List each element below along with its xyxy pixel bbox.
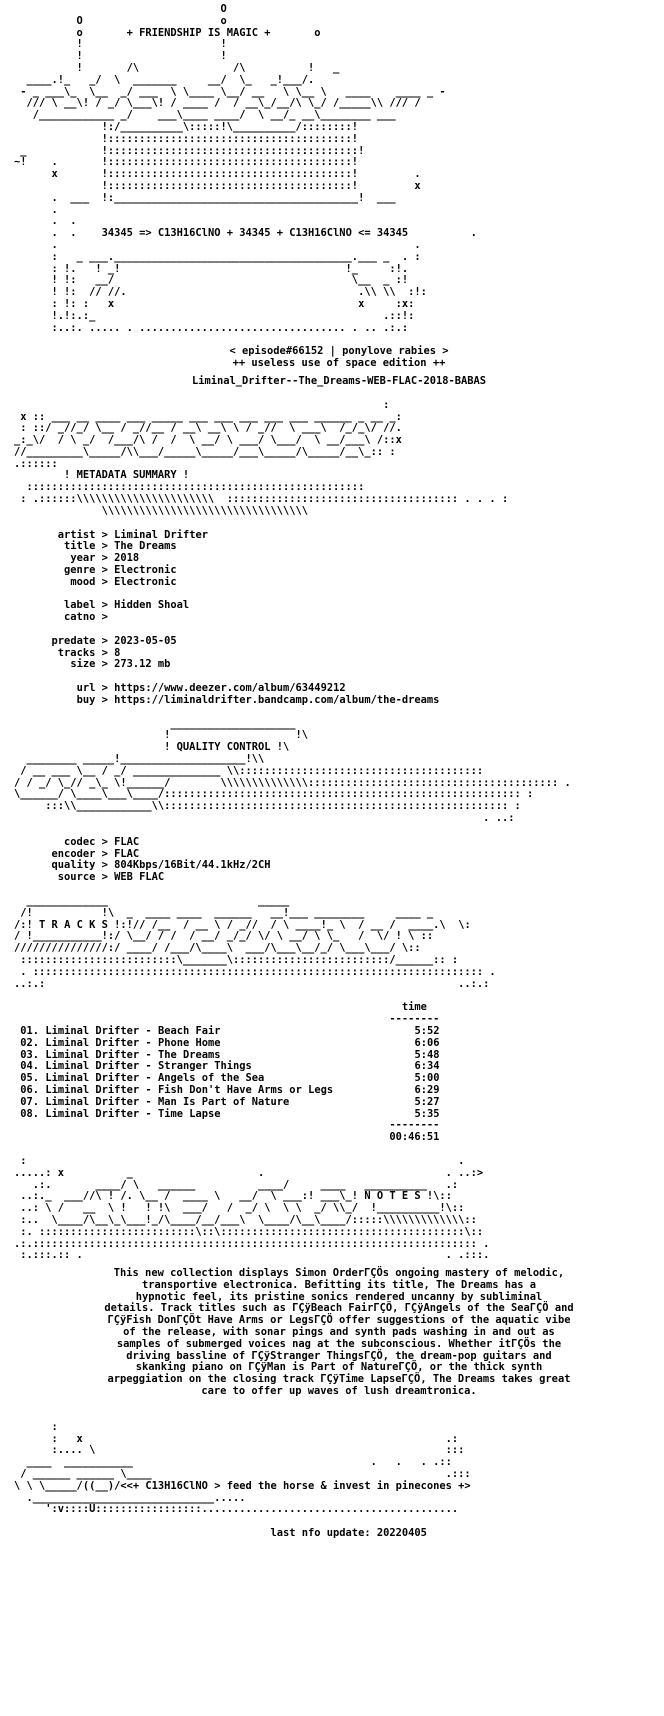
track-artist: Liminal Drifter [45, 1060, 140, 1073]
field-value: The Dreams [114, 540, 177, 553]
quality-row: codec > FLAC [64, 835, 140, 848]
quality-fields [14, 837, 664, 884]
quality-section [14, 719, 664, 884]
track-list [14, 1026, 664, 1120]
metadata-title: METADATA SUMMARY [76, 469, 177, 482]
metadata-row: mood > Electronic [70, 575, 177, 588]
metadata-banner-title-line: ! METADATA SUMMARY ! [14, 469, 190, 482]
episode-line: < episode#66152 | ponylove rabies > [229, 345, 449, 358]
field-key: url [76, 682, 96, 695]
track-number: 04. [20, 1060, 40, 1073]
track-artist: Liminal Drifter [45, 1107, 140, 1120]
quality-banner-art-top: ____________________ ! !\ ! QUALITY CONTROL !\ [164, 717, 309, 754]
notes-text: This new collection displays Simon OrderΓÇÖs ongoing mastery of melodic, transportive electronica. Befitting its title, The Dreams has a hypnotic feel, its pristine sonics rendered uncanny by subliminal details. Track titles such as ΓÇÿBeach FairΓÇÖ, ΓÇÿAngels of the SeaΓÇÖ and ΓÇÿFish DonΓÇÖt Have Arms or LegsΓÇÖ offer suggestions of the aquatic vibe of the release, with sonar pings and synth pads washing in and out as samples of submerged voices nag at the subconscious. Whether itΓÇÖs the driving bassline of ΓÇÿStranger ThingsΓÇÖ, the dream-pop guitars and skanking piano on ΓÇÿMan is Part of NatureΓÇÖ, or the thick synth arpeggiation on the closing track ΓÇÿTime LapseΓÇÖ, The Dreams takes great care to offer up waves of lush dreamtronica. [104, 1267, 574, 1398]
field-key: catno [64, 611, 96, 624]
track-title: Beach Fair [157, 1024, 221, 1037]
track-time: 5:52 [414, 1024, 440, 1037]
track-number: 02. [20, 1036, 40, 1049]
track-artist: Liminal Drifter [45, 1095, 140, 1108]
track-artist: Liminal Drifter [45, 1072, 140, 1085]
track-row: 08. Liminal Drifter - Time Lapse 5:35 [20, 1107, 440, 1120]
metadata-row: genre > Electronic [64, 564, 177, 577]
track-time: 5:27 [414, 1095, 440, 1108]
field-key: encoder [51, 847, 96, 860]
track-time: 6:06 [414, 1036, 440, 1049]
field-key: size [70, 658, 96, 671]
metadata-section [14, 400, 664, 707]
field-key: genre [64, 564, 96, 577]
track-number: 08. [20, 1107, 40, 1120]
track-title: Man Is Part of Nature [157, 1095, 290, 1108]
formula-text: 34345 => C13H16ClNO + 34345 + C13H16ClNO <= 34345 [101, 227, 409, 240]
metadata-row: buy > https://liminaldrifter.bandcamp.com/album/the-dreams [76, 693, 440, 706]
field-key: mood [70, 575, 96, 588]
field-value: Electronic [114, 575, 177, 588]
track-row: 04. Liminal Drifter - Stranger Things 6:34 [20, 1060, 440, 1073]
track-time: 6:29 [414, 1083, 440, 1096]
metadata-row: catno > [64, 611, 115, 624]
header-logo-art-top: O O o o + FRIENDSHIP IS MAGIC + o ! ! ! ! [76, 3, 321, 63]
tracks-banner-art-top: _____________ _____ /! !\ _ ____ ____ ______ __!___ ________ ____ _ /:! T R A C K S !:!// /__ / __ \ / _// / \ ____!_ \ / __ / ____.\ \: / !___________!:/ \__/ / / / __/ _/_/ \/ \ __/ \ \_ / \/ ! \ :: ///////////////:/ ____/ /___/\____\ ___/\___\__/_/ \___\___/ \:: :::::::::::::::::::::::::\_______\:::::::::::::::::::::::::/______:: : . :::::::::::::::::::::::::::::::::::::::::::::::::::::::::::::::::::::::: . ..:.: ..:.: [14, 894, 496, 990]
field-value: WEB FLAC [114, 871, 165, 884]
header-logo-art: ! /\ /\ ! _ ____.!_ _/ \ _______ __/ \_ _!___/. - _ ___\_ \__ _/ ___ \ \____ \__/ __ \ \__ \ ____ ____ _ - /// \ __\! / _/ \___\! / ____ / / __\_/__/\ \_/ /_____\\ /// / /____________ _/ ___\____ ____/ \ __/_ __\________ ___ !:/__________\:::::!\__________/::::::::! !:::::::::::::::::::::::::::::::::::::::! _ !::::::::::::::::::::::::::::::::::::::::! ~! . !:::::::::::::::::::::::::::::::::::::::! x !:::::::::::::::::::::::::::::::::::::::! . !:::::::::::::::::::::::::::::::::::::::! x . ___ !:_______________________________________! ___ . . . [14, 61, 446, 228]
total-time: 00:46:51 [389, 1131, 440, 1144]
track-number: 07. [20, 1095, 40, 1108]
track-row: 05. Liminal Drifter - Angels of the Sea 5:00 [20, 1072, 440, 1085]
track-time: 5:35 [414, 1107, 440, 1120]
field-value: Hidden Shoal [114, 599, 190, 612]
tracks-section [14, 896, 664, 1144]
metadata-row: label > Hidden Shoal [64, 599, 190, 612]
footer-art: : : x .: :.... \ ::: ____ ___________ . . . .:: / ______ ______ \____ .::: \ \ \_____/((__)/<<+ C13H16ClNO > feed the horse & invest in pinecones +> ._____________________________..... ':v::::U:::::::::::::::::......................................... [14, 1420, 471, 1516]
metadata-row: size > 273.12 mb [70, 658, 171, 671]
field-key: tracks [57, 646, 96, 659]
quality-banner-art: ________ _____!____________________!\\ / __ ___ \__ / _/ ______________ \\::::::::::::::::::::::::::::::::::::::: / / _/ \_// _\_ \!______/ \\\\\\\\\\\\\\:::::::::::::::::::::::::::::::::::::::: . \______/ \____\___\____/::::::::::::::::::::::::::::::::::::::::::::::::::::::::: : :::\\____________\\::::::::::::::::::::::::::::::::::::::::::::::::::::::: : . ..: [14, 753, 571, 824]
quality-row: source > WEB FLAC [57, 871, 165, 884]
notes-title: N O T E S [364, 1190, 421, 1203]
quality-title: QUALITY CONTROL [176, 741, 271, 754]
track-time: 6:34 [414, 1060, 440, 1073]
metadata-banner-art: : x :: ___ __ ____ ___ _____ ___ ___ ___ ___ ___ ______ _ __ _: : ::/ _//_/ \__ / _//__ / __\ __\ \ / _// \ ___\ /_/_\/ //. _:_\/ / \ _/ /___/\ / / \ __/ \ ___/ \___/ \ __/___\ /::x //_________\_____/\\___/_____\_____/___\_____/\_____/__\_:: : .:::::: [14, 398, 402, 470]
track-number: 03. [20, 1048, 40, 1061]
track-title: Phone Home [157, 1036, 221, 1049]
header-section [14, 4, 664, 388]
track-number: 05. [20, 1072, 40, 1085]
field-key: year [70, 552, 96, 565]
field-key: buy [76, 693, 96, 706]
metadata-row: artist > Liminal Drifter [57, 528, 208, 541]
track-title: Time Lapse [157, 1107, 221, 1120]
track-title: Stranger Things [157, 1060, 252, 1073]
last-update: last nfo update: 20220405 [270, 1527, 427, 1540]
footer-tagline: <<+ C13H16ClNO > feed the horse & invest in pinecones +> [120, 1479, 471, 1492]
metadata-row: url > https://www.deezer.com/album/63449212 [76, 682, 346, 695]
metadata-row: tracks > 8 [57, 646, 121, 659]
footer-section [14, 1422, 664, 1540]
field-value: FLAC [114, 835, 140, 848]
notes-banner-art: : . .....: x _ . . ..:> .:. ____/ \ ______ ____/ ____ __________ .: ..:._ ___//\ ! /. \__ / ____ \ __/ \ ___:! ___\_! N O T E S !\:: ..: \ / __ \ ! ! !\ ___/ / _/ \ \ \ _/ \\_/ !__________!\:: :.. \____/\__\_\___!_/\____/__/___\ \____/\__\____/:::::\\\\\\\\\\\\\:: :. :::::::::::::::::::::::::\::\:::::::::::::::::::::::::::::::::::::::\:: .:.::::::::::::::::::::::::::::::::::::::::::::::::::::::::::::::::::::::: . :.:::.:: . . .:::. [14, 1154, 490, 1262]
formula-line: . . 34345 => C13H16ClNO + 34345 + C13H16ClNO <= 34345 . [14, 227, 477, 240]
field-key: source [57, 871, 96, 884]
field-value: Liminal Drifter [114, 528, 208, 541]
track-row: 01. Liminal Drifter - Beach Fair 5:52 [20, 1024, 440, 1037]
track-artist: Liminal Drifter [45, 1083, 140, 1096]
total-time-line [14, 1132, 664, 1144]
metadata-fields [14, 530, 664, 707]
metadata-banner-art-tail: :::::::::::::::::::::::::::::::::::::::::::::::::::::: : .::::::\\\\\\\\\\\\\\\\\\\\\\ ::::::::::::::::::::::::::::::::::::: . . . : \\\\\\\\\\\\\\\\\\\\\\\\\\\\\\\\\ [20, 481, 509, 517]
field-key: artist [57, 528, 96, 541]
field-value: 273.12 mb [114, 658, 171, 671]
header-frame-art: . . : _ ___.______________________________________.___ _ . : : !. ! _! !_ :!. ! !: __/ \__ _ :! ! !: // //. .\\ \\ :!: : !: : x x :x: !.!:.:_ .::!: :..:. ..... . ................................. . .. .:.: [51, 238, 427, 334]
track-number: 01. [20, 1024, 40, 1037]
field-key: predate [51, 634, 96, 647]
track-row: 06. Liminal Drifter - Fish Don't Have Arms or Legs 6:29 [20, 1083, 440, 1096]
track-time: 5:48 [414, 1048, 440, 1061]
track-row: 03. Liminal Drifter - The Dreams 5:48 [20, 1048, 440, 1061]
track-title: The Dreams [157, 1048, 221, 1061]
tracklist-footer-rule: -------- [389, 1119, 440, 1132]
field-key: label [64, 599, 96, 612]
field-value: https://www.deezer.com/album/63449212 [114, 682, 346, 695]
track-title: Angels of the Sea [157, 1072, 265, 1085]
edition-line: ++ useless use of space edition ++ [232, 357, 446, 370]
metadata-row: predate > 2023-05-05 [51, 634, 177, 647]
tracks-title: T R A C K S [39, 918, 108, 931]
track-row: 02. Liminal Drifter - Phone Home 6:06 [20, 1036, 440, 1049]
track-artist: Liminal Drifter [45, 1024, 140, 1037]
notes-section [14, 1156, 664, 1398]
field-value: Electronic [114, 564, 177, 577]
tracklist-header-rule: -------- [389, 1013, 440, 1026]
field-value: 2018 [114, 552, 140, 565]
quality-row: encoder > FLAC [51, 847, 140, 860]
field-value: https://liminaldrifter.bandcamp.com/album/the-dreams [114, 693, 440, 706]
field-value: 804Kbps/16Bit/44.1kHz/2CH [114, 859, 271, 872]
track-row: 07. Liminal Drifter - Man Is Part of Nature 5:27 [20, 1095, 440, 1108]
field-value: 2023-05-05 [114, 634, 177, 647]
track-artist: Liminal Drifter [45, 1036, 140, 1049]
field-key: codec [64, 835, 96, 848]
track-artist: Liminal Drifter [45, 1048, 140, 1061]
field-value: FLAC [114, 847, 140, 860]
release-name: Liminal_Drifter--The_Dreams-WEB-FLAC-2018-BABAS [191, 374, 487, 387]
field-key: quality [51, 859, 96, 872]
quality-row: quality > 804Kbps/16Bit/44.1kHz/2CH [51, 859, 271, 872]
time-column-header: time [401, 1001, 427, 1014]
field-key: title [64, 540, 96, 553]
field-value: 8 [114, 646, 121, 659]
track-time: 5:00 [414, 1072, 440, 1085]
metadata-row: year > 2018 [70, 552, 140, 565]
last-update-line [14, 1528, 664, 1540]
track-number: 06. [20, 1083, 40, 1096]
metadata-row: title > The Dreams [64, 540, 177, 553]
track-title: Fish Don't Have Arms or Legs [157, 1083, 334, 1096]
